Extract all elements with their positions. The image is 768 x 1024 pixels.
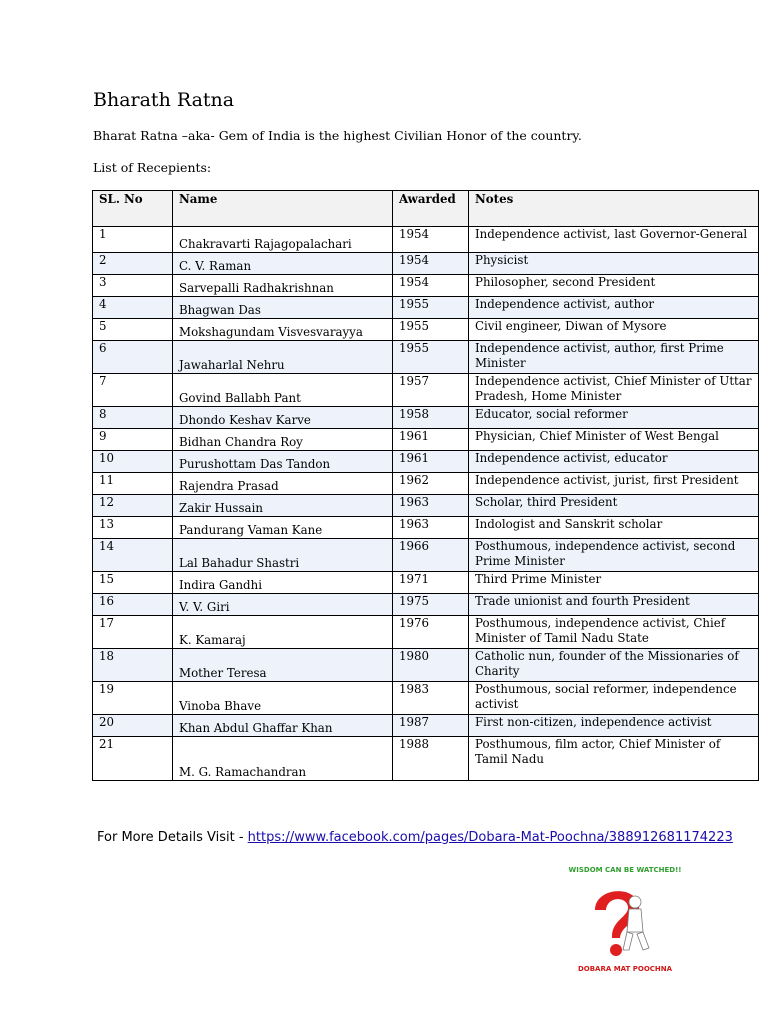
cell-name: Mother Teresa	[173, 649, 393, 682]
table-row	[93, 517, 759, 539]
cell-sl-no: 11	[93, 473, 173, 495]
cell-notes: Posthumous, film actor, Chief Minister of Tamil Nadu	[469, 737, 759, 781]
cell-notes: Physician, Chief Minister of West Bengal	[469, 429, 759, 451]
cell-awarded: 1980	[393, 649, 469, 682]
header-sl-no: SL. No	[93, 191, 173, 227]
facebook-link[interactable]: https://www.facebook.com/pages/Dobara-Mat-Poochna/388912681174223	[247, 830, 733, 845]
footer	[97, 830, 733, 845]
cell-notes: Physicist	[469, 253, 759, 275]
cell-awarded: 1955	[393, 297, 469, 319]
cell-awarded: 1954	[393, 275, 469, 297]
cell-notes: Posthumous, social reformer, independence activist	[469, 682, 759, 715]
cell-awarded: 1954	[393, 227, 469, 253]
footer-prefix: For More Details Visit -	[97, 830, 248, 845]
cell-notes: Scholar, third President	[469, 495, 759, 517]
cell-notes: Independence activist, author	[469, 297, 759, 319]
header-notes: Notes	[469, 191, 759, 227]
cell-awarded: 1963	[393, 495, 469, 517]
table-row	[93, 297, 759, 319]
cell-notes: Independence activist, Chief Minister of Uttar Pradesh, Home Minister	[469, 374, 759, 407]
dobara-mat-poochna-logo	[565, 862, 685, 977]
cell-name: Dhondo Keshav Karve	[173, 407, 393, 429]
cell-awarded: 1962	[393, 473, 469, 495]
table-row	[93, 319, 759, 341]
cell-name: C. V. Raman	[173, 253, 393, 275]
intro-text: Bharat Ratna –aka- Gem of India is the highest Civilian Honor of the country.	[93, 128, 582, 143]
cell-awarded: 1958	[393, 407, 469, 429]
cell-sl-no: 2	[93, 253, 173, 275]
cell-name: Sarvepalli Radhakrishnan	[173, 275, 393, 297]
cell-name: Indira Gandhi	[173, 572, 393, 594]
page-title: Bharath Ratna	[93, 89, 235, 111]
cell-notes: Posthumous, independence activist, second Prime Minister	[469, 539, 759, 572]
cell-notes: Independence activist, jurist, first President	[469, 473, 759, 495]
cell-name: Zakir Hussain	[173, 495, 393, 517]
cell-awarded: 1957	[393, 374, 469, 407]
cell-name: Mokshagundam Visvesvarayya	[173, 319, 393, 341]
table-row	[93, 539, 759, 572]
table-row	[93, 737, 759, 781]
cell-notes: Educator, social reformer	[469, 407, 759, 429]
table-header-row	[93, 191, 759, 227]
table-row	[93, 594, 759, 616]
cell-sl-no: 12	[93, 495, 173, 517]
cell-sl-no: 7	[93, 374, 173, 407]
cell-name: Rajendra Prasad	[173, 473, 393, 495]
cell-name: Bidhan Chandra Roy	[173, 429, 393, 451]
cell-name: V. V. Giri	[173, 594, 393, 616]
cell-notes: First non-citizen, independence activist	[469, 715, 759, 737]
cell-sl-no: 3	[93, 275, 173, 297]
recipients-table	[92, 190, 759, 781]
header-name: Name	[173, 191, 393, 227]
table-row	[93, 682, 759, 715]
cell-sl-no: 14	[93, 539, 173, 572]
cell-sl-no: 16	[93, 594, 173, 616]
cell-awarded: 1955	[393, 341, 469, 374]
cell-awarded: 1975	[393, 594, 469, 616]
cell-notes: Independence activist, author, first Prime Minister	[469, 341, 759, 374]
cell-awarded: 1971	[393, 572, 469, 594]
cell-awarded: 1987	[393, 715, 469, 737]
cell-sl-no: 17	[93, 616, 173, 649]
list-heading: List of Recepients:	[93, 160, 212, 175]
cell-name: Jawaharlal Nehru	[173, 341, 393, 374]
cell-notes: Philosopher, second President	[469, 275, 759, 297]
cell-sl-no: 5	[93, 319, 173, 341]
cell-awarded: 1988	[393, 737, 469, 781]
cell-sl-no: 21	[93, 737, 173, 781]
cell-sl-no: 8	[93, 407, 173, 429]
cell-name: K. Kamaraj	[173, 616, 393, 649]
cell-name: Lal Bahadur Shastri	[173, 539, 393, 572]
cell-notes: Catholic nun, founder of the Missionaries of Charity	[469, 649, 759, 682]
table-row	[93, 253, 759, 275]
cell-sl-no: 4	[93, 297, 173, 319]
cell-sl-no: 18	[93, 649, 173, 682]
cell-name: Khan Abdul Ghaffar Khan	[173, 715, 393, 737]
cell-sl-no: 19	[93, 682, 173, 715]
cell-awarded: 1961	[393, 429, 469, 451]
cell-sl-no: 9	[93, 429, 173, 451]
cell-notes: Civil engineer, Diwan of Mysore	[469, 319, 759, 341]
cell-name: M. G. Ramachandran	[173, 737, 393, 781]
question-mark-dot	[610, 944, 622, 956]
table-row	[93, 407, 759, 429]
cell-name: Govind Ballabh Pant	[173, 374, 393, 407]
cell-sl-no: 6	[93, 341, 173, 374]
cell-notes: Posthumous, independence activist, Chief Minister of Tamil Nadu State	[469, 616, 759, 649]
cell-awarded: 1955	[393, 319, 469, 341]
cell-notes: Independence activist, educator	[469, 451, 759, 473]
table-row	[93, 341, 759, 374]
cell-sl-no: 13	[93, 517, 173, 539]
table-row	[93, 715, 759, 737]
cell-sl-no: 15	[93, 572, 173, 594]
table-row	[93, 649, 759, 682]
cell-name: Vinoba Bhave	[173, 682, 393, 715]
table-row	[93, 451, 759, 473]
table-row	[93, 572, 759, 594]
table-row	[93, 429, 759, 451]
cell-notes: Third Prime Minister	[469, 572, 759, 594]
cell-sl-no: 1	[93, 227, 173, 253]
cell-awarded: 1961	[393, 451, 469, 473]
cell-awarded: 1983	[393, 682, 469, 715]
cell-notes: Independence activist, last Governor-General	[469, 227, 759, 253]
logo-top-text: WISDOM CAN BE WATCHED!!	[568, 866, 682, 874]
table-row	[93, 227, 759, 253]
cell-name: Bhagwan Das	[173, 297, 393, 319]
table-row	[93, 473, 759, 495]
cell-awarded: 1954	[393, 253, 469, 275]
cell-name: Chakravarti Rajagopalachari	[173, 227, 393, 253]
table-row	[93, 275, 759, 297]
cell-name: Purushottam Das Tandon	[173, 451, 393, 473]
cell-awarded: 1966	[393, 539, 469, 572]
cell-awarded: 1976	[393, 616, 469, 649]
cell-sl-no: 20	[93, 715, 173, 737]
logo-bottom-text: DOBARA MAT POOCHNA	[577, 965, 673, 973]
table-row	[93, 495, 759, 517]
cell-name: Pandurang Vaman Kane	[173, 517, 393, 539]
cell-awarded: 1963	[393, 517, 469, 539]
cell-notes: Indologist and Sanskrit scholar	[469, 517, 759, 539]
header-awarded: Awarded	[393, 191, 469, 227]
table-row	[93, 616, 759, 649]
cell-notes: Trade unionist and fourth President	[469, 594, 759, 616]
table-row	[93, 374, 759, 407]
cell-sl-no: 10	[93, 451, 173, 473]
